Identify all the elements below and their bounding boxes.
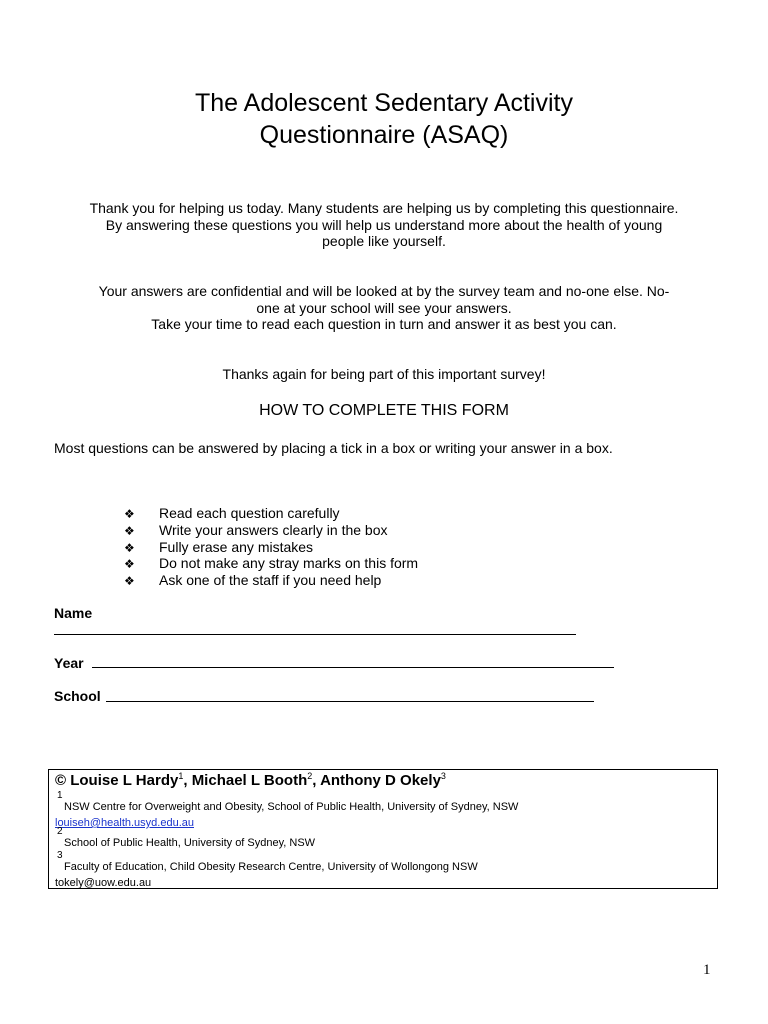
author-2-superscript: 2: [307, 771, 313, 781]
author-3: Anthony D Okely: [320, 772, 441, 789]
affiliation-3-number: 3: [57, 850, 63, 861]
school-input-line[interactable]: [106, 701, 594, 702]
affiliation-1-number: 1: [57, 790, 63, 801]
list-item: [124, 539, 418, 556]
instruction-text: Write your answers clearly in the box: [159, 521, 388, 538]
list-item: [124, 522, 418, 539]
year-input-line[interactable]: [92, 667, 614, 668]
instruction-list: [124, 505, 418, 589]
year-label: Year: [54, 655, 84, 671]
intro-paragraph: [50, 200, 718, 250]
email-3-row: [55, 876, 711, 890]
intro-line-2: By answering these questions you will help us understand more about the health of young: [105, 216, 663, 233]
instruction-text: Ask one of the staff if you need help: [159, 572, 382, 589]
author-1: Louise L Hardy: [70, 772, 179, 789]
diamond-bullet-icon: ❖: [124, 574, 135, 589]
confidentiality-paragraph: [50, 283, 718, 333]
list-item: [124, 555, 418, 572]
name-input-line[interactable]: [54, 634, 576, 635]
howto-heading: HOW TO COMPLETE THIS FORM: [259, 402, 509, 419]
intro-line-1: Thank you for helping us today. Many students are helping us by completing this questionnaire.: [89, 200, 679, 216]
separator: ,: [312, 772, 317, 789]
instruction-text: Do not make any stray marks on this form: [159, 555, 419, 572]
affiliation-1-text: NSW Centre for Overweight and Obesity, School of Public Health, University of Sydney, NSW: [64, 801, 519, 813]
affiliation-2: [55, 827, 711, 850]
name-label: Name: [54, 605, 93, 621]
page-number: 1: [703, 962, 711, 978]
author-3-superscript: 3: [440, 771, 446, 781]
confidentiality-line-1: Your answers are confidential and will be looked at by the survey team and no-one else. No-: [98, 283, 670, 299]
confidentiality-line-3: Take your time to read each question in turn and answer it as best you can.: [151, 316, 617, 332]
email-okely: tokely@uow.edu.au: [55, 877, 152, 889]
copyright-symbol: ©: [55, 772, 67, 789]
diamond-bullet-icon: ❖: [124, 540, 135, 555]
author-2: Michael L Booth: [191, 772, 308, 789]
document-title: [0, 87, 768, 151]
school-label: School: [54, 688, 101, 704]
author-1-superscript: 1: [178, 771, 184, 781]
affiliation-3-text: Faculty of Education, Child Obesity Research Centre, University of Wollongong NSW: [64, 861, 478, 873]
email-link-hardy[interactable]: louiseh@health.usyd.edu.au: [55, 817, 194, 829]
thanks-text: Thanks again for being part of this important survey!: [222, 366, 546, 382]
diamond-bullet-icon: ❖: [124, 557, 135, 572]
title-line-2: Questionnaire (ASAQ): [259, 121, 509, 149]
separator: ,: [183, 772, 188, 789]
title-line-1: The Adolescent Sedentary Activity: [195, 89, 573, 117]
authors-line: [55, 771, 711, 791]
howto-intro: Most questions can be answered by placing a tick in a box or writing your answer in a box.: [54, 440, 613, 456]
instruction-text: Fully erase any mistakes: [159, 538, 314, 555]
list-item: [124, 505, 418, 522]
diamond-bullet-icon: ❖: [124, 507, 135, 521]
confidentiality-line-2: one at your school will see your answers.: [256, 299, 512, 316]
affiliation-2-number: 2: [57, 826, 63, 837]
affiliation-3: [55, 851, 711, 874]
list-item: [124, 572, 418, 589]
instruction-text: Read each question carefully: [159, 505, 340, 521]
credits-box: [48, 769, 718, 889]
diamond-bullet-icon: ❖: [124, 523, 135, 538]
affiliation-1: [55, 791, 711, 814]
affiliation-2-text: School of Public Health, University of Sydney, NSW: [64, 837, 316, 849]
intro-line-3: people like yourself.: [322, 233, 446, 249]
